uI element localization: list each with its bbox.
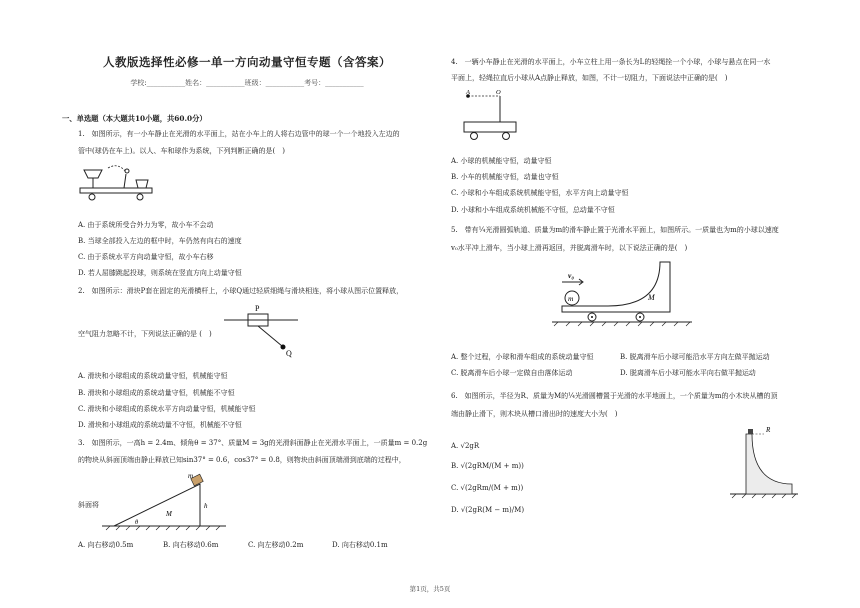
q6-option-b: B. √(2gRM/(M + m))	[451, 462, 524, 470]
q5-label-v0: v₀	[568, 271, 574, 280]
q3-stem-line2: 的物块从斜面顶端由静止释放已知sin37° = 0.6，cos37° = 0.8，则物块由斜面顶端滑到底端的过程中，	[78, 456, 406, 464]
q1-cart-figure	[78, 162, 158, 202]
q3-option-a: A. 向右移动0.5m	[78, 541, 134, 549]
q1-stem-line1: 1. 如图所示，有一小车静止在光滑的水平面上，站在小车上的人将右边管中的球一个一个地投入左边的	[78, 130, 400, 138]
q3-label-big-m: M	[166, 510, 172, 518]
q2-stem-line1: 2. 如图所示：滑块P套在固定的光滑横杆上，小球Q通过轻质细绳与滑块相连，将小球从图示位置释放，	[78, 287, 404, 295]
q5-option-b: B. 脱离滑车后小球可能沿水平方向左做平抛运动	[620, 353, 770, 361]
q2-option-d: D. 滑块和小球组成的系统动量不守恒，机械能不守恒	[78, 421, 242, 429]
q2-label-q: Q	[286, 349, 292, 358]
q1-stem-line2: 管中(球仍在车上)。以人、车和球作为系统，下列判断正确的是( )	[78, 147, 285, 155]
page-footer: 第1页，共5页	[409, 585, 451, 593]
q3-option-d: D. 向右移动0.1m	[332, 541, 388, 549]
q6-arc-groove-figure	[728, 424, 800, 502]
q1-option-d: D. 若人屈膝跳起投球，则系统在竖直方向上动量守恒	[78, 269, 242, 277]
q3-label-m: m	[188, 472, 194, 480]
q2-option-b: B. 滑块和小球组成的系统动量守恒，机械能不守恒	[78, 389, 235, 397]
q4-option-d: D. 小球和小车组成系统机械能不守恒，总动量不守恒	[451, 206, 615, 214]
student-info-line: 学校:___________姓名：___________班级：___________考号：___________	[130, 79, 364, 87]
q6-option-a: A. √2gR	[451, 442, 480, 450]
q5-option-c: C. 脱离滑车后小球一定做自由落体运动	[451, 369, 573, 377]
q1-option-b: B. 当球全部投入左边的框中时，车仍然有向右的速度	[78, 237, 242, 245]
q5-option-d: D. 脱离滑车后小球可能水平向右做平抛运动	[620, 369, 756, 377]
q6-stem-line2: 端由静止滑下，则木块从槽口滑出时的速度大小为( )	[451, 410, 618, 418]
q1-option-a: A. 由于系统所受合外力为零，故小车不会动	[78, 221, 214, 229]
page-title: 人教版选择性必修一单一方向动量守恒专题（含答案）	[103, 55, 391, 69]
q4-label-o: O	[496, 89, 501, 96]
q5-stem-line1: 5. 带有¼光滑圆弧轨道、质量为m的滑车静止置于光滑水平面上，如图所示。一质量也为m的小球以速度	[451, 226, 779, 234]
q3-label-h: h	[204, 502, 208, 510]
q4-label-a: A	[466, 89, 470, 96]
q4-cart-pendulum-figure	[458, 88, 528, 144]
q4-option-c: C. 小球和小车组成系统机械能守恒，水平方向上动量守恒	[451, 189, 629, 197]
section-heading: 一、单选题（本大题共10小题，共60.0分）	[62, 114, 207, 123]
q4-option-a: A. 小球的机械能守恒，动量守恒	[451, 157, 552, 165]
q3-option-b: B. 向右移动0.6m	[163, 541, 219, 549]
q6-stem-line1: 6. 如图所示，半径为R、质量为M的¼光滑圆槽置于光滑的水平地面上，一个质量为m的小木块从槽的顶	[451, 392, 778, 400]
q3-option-c: C. 向左移动0.2m	[248, 541, 304, 549]
q3-stem-line1: 3. 如图所示，一高h = 2.4m、倾角θ = 37°、质量M = 3g的光滑斜面静止在光滑水平面上，一质量m = 0.2g	[78, 439, 428, 447]
q5-option-a: A. 整个过程，小球和滑车组成的系统动量守恒	[451, 353, 594, 361]
q2-option-a: A. 滑块和小球组成的系统动量守恒，机械能守恒	[78, 372, 228, 380]
q4-stem-line1: 4. 一辆小车静止在光滑的水平面上，小车立柱上用一条长为L的轻绳拴一个小球，小球与悬点在同一水	[451, 58, 771, 66]
q3-label-theta: θ	[135, 519, 139, 526]
q1-option-c: C. 由于系统水平方向动量守恒，故小车右移	[78, 253, 214, 261]
q4-stem-line2: 平面上，轻绳拉直后小球从A点静止释放，如图，不计一切阻力，下面说法中正确的是( )	[451, 74, 728, 82]
q3-incline-figure	[100, 470, 230, 532]
q5-stem-line2: v₀水平冲上滑车，当小球上滑再返回，并脱离滑车时，以下说法正确的是( )	[451, 244, 688, 252]
q6-option-c: C. √(2gRm/(M + m))	[451, 484, 524, 492]
q6-label-r: R	[766, 426, 771, 434]
q5-label-m: m	[568, 294, 574, 303]
q3-stem-line3: 斜面将	[78, 501, 99, 509]
q2-stem-line2: 空气阻力忽略不计，下列说法正确的是 ( )	[78, 330, 212, 338]
q5-label-big-m: M	[648, 293, 655, 302]
q4-option-b: B. 小车的机械能守恒，动量也守恒	[451, 173, 559, 181]
q2-option-c: C. 滑块和小球组成的系统水平方向动量守恒，机械能守恒	[78, 405, 256, 413]
q5-arc-cart-figure	[548, 258, 696, 334]
q2-label-p: P	[255, 304, 260, 313]
q6-option-d: D. √(2gR(M − m)/M)	[451, 506, 525, 514]
